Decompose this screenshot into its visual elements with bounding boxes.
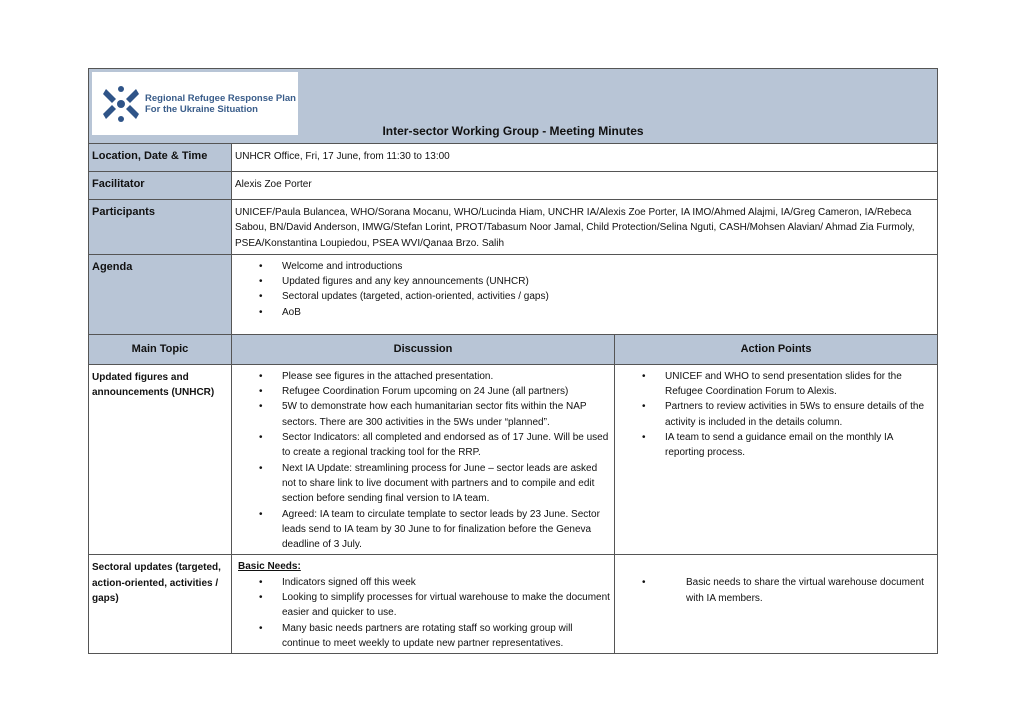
discussion-item: • Sector Indicators: all completed and endorsed as of 17 June. Will be used to create a regional tracking tool for the RRP. <box>235 430 611 461</box>
discussion-item: • 5W to demonstrate how each humanitarian sector fits within the NAP sectors. There are 300 activities in the 5Ws under “planned”. <box>235 399 611 430</box>
discussion-item: • Looking to simplify processes for virtual warehouse to make the document easier and quicker to use. <box>235 590 611 621</box>
topic-row-sectoral-updates <box>89 555 938 654</box>
agenda-list <box>235 259 934 320</box>
discussion-item: • Please see figures in the attached presentation. <box>235 369 611 384</box>
column-header-row <box>89 334 938 364</box>
meeting-minutes-page <box>88 68 937 654</box>
meta-row-location <box>89 144 938 172</box>
discussion-cell <box>232 555 615 654</box>
participants-label: Participants <box>89 200 232 255</box>
discussion-header: Discussion <box>232 334 615 364</box>
main-topic-header: Main Topic <box>89 334 232 364</box>
topic-label: Sectoral updates (targeted, action-oriented, activities / gaps) <box>89 555 232 654</box>
action-cell <box>615 555 938 654</box>
action-item: • UNICEF and WHO to send presentation slides for the Refugee Coordination Forum to Alexis. <box>618 369 934 400</box>
agenda-item: • Updated figures and any key announcements (UNHCR) <box>235 274 934 289</box>
discussion-item: • Many basic needs partners are rotating staff so working group will continue to meet weekly to update new partner representatives. <box>235 621 611 652</box>
discussion-item: • Next IA Update: streamlining process for June – sector leads are asked not to share link to live document with partners and to compile and edit section before sending final version to IA team. <box>235 461 611 507</box>
rrp-logo-icon <box>103 85 139 123</box>
participants-value: UNICEF/Paula Bulancea, WHO/Sorana Mocanu, WHO/Lucinda Hiam, UNCHR IA/Alexis Zoe Porter, IA IMO/Ahmed Alajmi, IA/Greg Cameron, IA/Rebeca Sabou, BN/David Anderson, IMWG/Stefan Lorint, PROT/Tabasum Noor Jamal, Child Protection/Selina Nguti, CASH/Mohsen Alavian/ Ahmad Zia Furmoly, PSEA/Konstantina Loupiedou, PSEA WVI/Qanaa Brzo. Salih <box>232 200 938 255</box>
action-item: • IA team to send a guidance email on the monthly IA reporting process. <box>618 430 934 461</box>
discussion-cell <box>232 364 615 555</box>
header-row <box>89 69 938 144</box>
logo-line-1: Regional Refugee Response Plan <box>145 92 296 104</box>
action-points-header: Action Points <box>615 334 938 364</box>
agenda-item: • Welcome and introductions <box>235 259 934 274</box>
action-item: • Partners to review activities in 5Ws to ensure details of the activity is included in the details column. <box>618 399 934 430</box>
action-cell <box>615 364 938 555</box>
logo-text <box>145 93 296 115</box>
facilitator-label: Facilitator <box>89 172 232 200</box>
topic-row-updated-figures <box>89 364 938 555</box>
topic-label: Updated figures and announcements (UNHCR) <box>89 364 232 555</box>
agenda-item: • AoB <box>235 305 934 320</box>
agenda-row <box>89 254 938 334</box>
agenda-label: Agenda <box>89 254 232 334</box>
basic-needs-subheading: Basic Needs: <box>238 561 301 573</box>
action-list <box>618 575 934 606</box>
meta-row-participants <box>89 200 938 255</box>
facilitator-value: Alexis Zoe Porter <box>232 172 938 200</box>
agenda-cell <box>232 254 938 334</box>
discussion-item: • Agreed: IA team to circulate template to sector leads by 23 June. Sector leads send to IA team by 30 June to for finalization before the Geneva deadline of 3 July. <box>235 507 611 553</box>
discussion-list <box>235 575 611 651</box>
meta-row-facilitator <box>89 172 938 200</box>
logo-line-2: For the Ukraine Situation <box>145 103 258 115</box>
minutes-table <box>88 68 938 654</box>
document-title: Inter-sector Working Group - Meeting Minutes <box>382 123 644 138</box>
discussion-item: • Refugee Coordination Forum upcoming on 24 June (all partners) <box>235 384 611 399</box>
discussion-list <box>235 369 611 553</box>
header-cell <box>89 69 938 144</box>
location-value: UNHCR Office, Fri, 17 June, from 11:30 to 13:00 <box>232 144 938 172</box>
location-label: Location, Date & Time <box>89 144 232 172</box>
discussion-item: • Indicators signed off this week <box>235 575 611 590</box>
agenda-item: • Sectoral updates (targeted, action-oriented, activities / gaps) <box>235 289 934 304</box>
action-item: • Basic needs to share the virtual warehouse document with IA members. <box>618 575 934 606</box>
action-list <box>618 369 934 461</box>
